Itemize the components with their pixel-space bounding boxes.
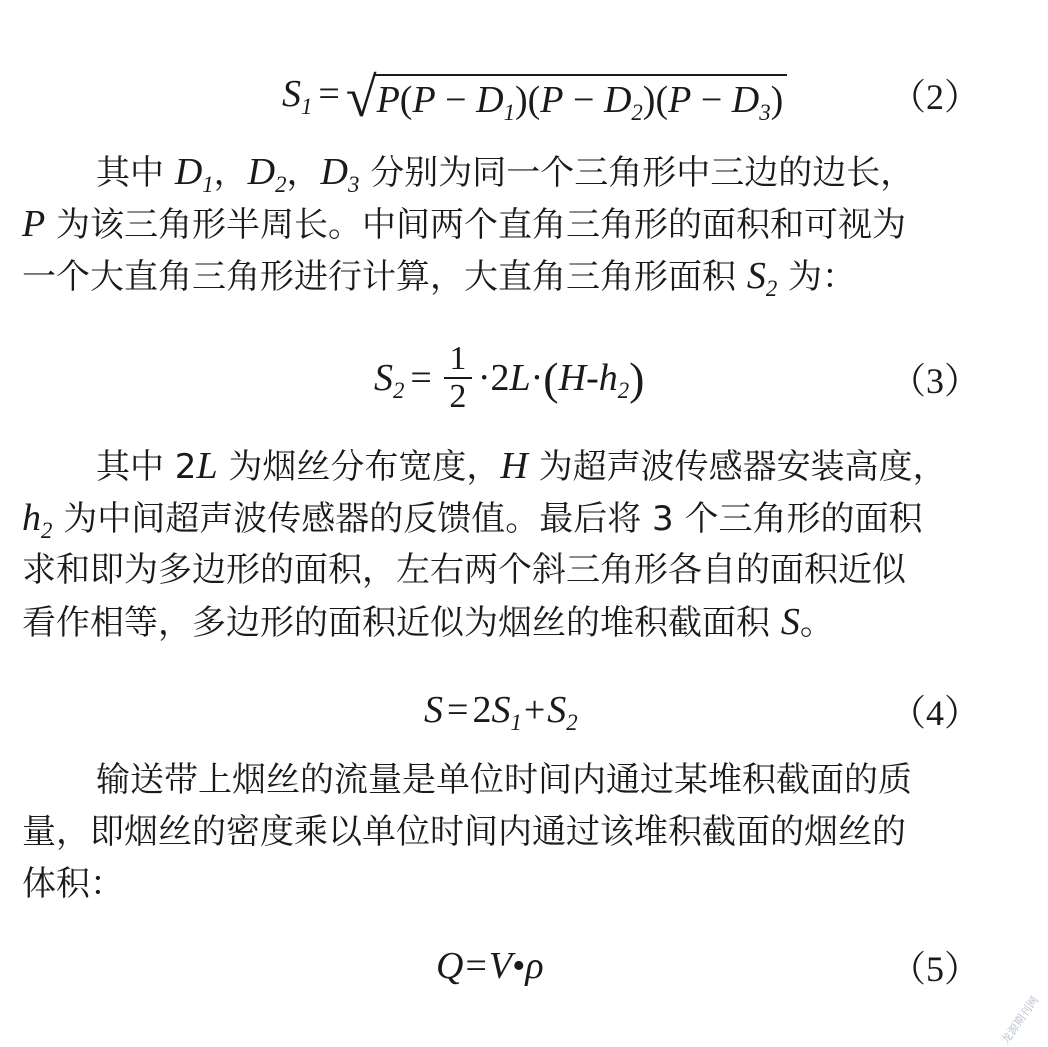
equation-5: [0, 926, 1048, 1006]
paragraph-3-line-2: 量，即烟丝的密度乘以单位时间内通过该堆积截面的烟丝的: [22, 812, 906, 852]
eq3-paren-open: (: [543, 352, 559, 404]
fraction-numerator: 1: [449, 340, 467, 377]
fraction-denominator: 2: [449, 378, 467, 415]
eq3-var-h2: $h_2$: [598, 357, 630, 403]
eq5-dot: •: [512, 945, 526, 987]
eq2-sqrt: [345, 66, 787, 129]
equation-4-formula: [424, 670, 578, 750]
equation-4: [0, 670, 1048, 750]
eq2-radicand: $P(P - D_1)(P - D_2)(P - D_3)$: [375, 74, 788, 122]
paragraph-1-line-2: P 为该三角形半周长。中间两个直角三角形的面积和可视为: [22, 203, 907, 245]
eq3-equals: =: [410, 357, 432, 399]
eq5-lhs: Q: [436, 945, 464, 987]
eq4-s2: $S_2$: [547, 689, 578, 735]
eq4-lhs: S: [424, 689, 443, 731]
eq3-coef: 2: [490, 357, 510, 399]
paragraph-3-line-1: 输送带上烟丝的流量是单位时间内通过某堆积截面的质: [96, 760, 912, 800]
eq4-s1: $S_1$: [491, 689, 522, 735]
equation-3-number: （3）: [889, 360, 980, 401]
paragraph-2-line-3: 求和即为多边形的面积，左右两个斜三角形各自的面积近似: [22, 550, 906, 590]
equation-2-formula: [282, 54, 787, 134]
eq3-var-h: H: [558, 357, 587, 399]
eq2-lhs: $S_1$: [282, 73, 313, 119]
eq3-lhs: $S_2$: [374, 357, 405, 403]
equation-5-number: （5）: [889, 948, 980, 989]
eq3-dash: -: [586, 357, 599, 399]
eq4-equals: =: [447, 689, 469, 731]
eq5-equals: =: [465, 945, 487, 987]
paragraph-2-line-1: 其中 2L 为烟丝分布宽度，H 为超声波传感器安装高度，: [96, 445, 947, 487]
equation-2: [0, 54, 1048, 134]
paragraph-1: [22, 146, 1002, 302]
paragraph-2-line-4: 看作相等，多边形的面积近似为烟丝的堆积截面积 S。: [22, 601, 834, 643]
sqrt-symbol: √: [345, 67, 377, 129]
paragraph-3: [22, 754, 1002, 910]
eq4-coef: 2: [472, 689, 492, 731]
paragraph-1-line-3: 一个大直角三角形进行计算，大直角三角形面积 $S_2$ 为：: [22, 255, 857, 301]
eq3-dot-1: ·: [477, 357, 491, 399]
eq5-v: V: [488, 945, 513, 987]
eq4-plus: +: [523, 689, 546, 731]
equation-2-number: （2）: [889, 76, 980, 117]
watermark: 龙源期刊网: [998, 993, 1042, 1047]
eq5-rho: ρ: [525, 945, 544, 987]
equation-4-number: （4）: [889, 692, 980, 733]
paragraph-2: [22, 440, 1002, 648]
equation-3-formula: [374, 338, 644, 418]
paragraph-3-line-3: 体积：: [22, 864, 124, 904]
eq2-equals: =: [318, 73, 340, 115]
equation-3: [0, 338, 1048, 418]
eq3-fraction: [444, 341, 472, 415]
paragraph-2-line-2: $h_2$ 为中间超声波传感器的反馈值。最后将 3 个三角形的面积: [22, 497, 923, 543]
eq3-paren-close: ): [629, 352, 645, 404]
eq3-var-l: L: [509, 357, 531, 399]
equation-5-formula: [436, 926, 544, 1006]
eq3-dot-2: ·: [530, 357, 544, 399]
paragraph-1-line-1: 其中 $D_1$，$D_2$，$D_3$ 分别为同一个三角形中三边的边长，: [96, 151, 915, 197]
